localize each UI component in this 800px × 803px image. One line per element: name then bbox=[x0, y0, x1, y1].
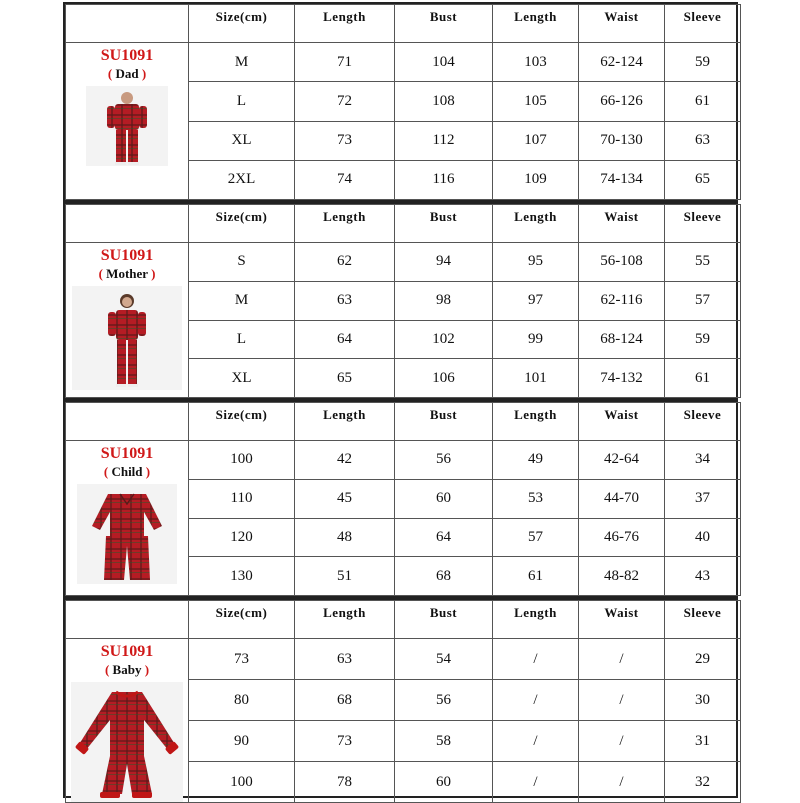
table-cell: 56 bbox=[395, 680, 493, 721]
column-header: Waist bbox=[579, 205, 665, 243]
table-cell: 73 bbox=[295, 721, 395, 762]
close-paren: ) bbox=[144, 662, 150, 677]
family-role-label bbox=[66, 265, 188, 282]
baby-romper-photo bbox=[71, 682, 183, 802]
table-cell: 102 bbox=[395, 320, 493, 359]
table-cell: 71 bbox=[295, 43, 395, 82]
table-cell: 68 bbox=[395, 557, 493, 596]
family-role-label bbox=[66, 65, 188, 82]
size-table bbox=[65, 402, 741, 596]
table-cell: 45 bbox=[295, 479, 395, 518]
table-cell: / bbox=[579, 680, 665, 721]
table-cell: 108 bbox=[395, 82, 493, 121]
column-header: Length bbox=[295, 403, 395, 441]
table-cell: 112 bbox=[395, 121, 493, 160]
table-cell: 78 bbox=[295, 762, 395, 803]
table-cell: 90 bbox=[189, 721, 295, 762]
table-cell: L bbox=[189, 82, 295, 121]
column-header: Bust bbox=[395, 601, 493, 639]
column-header: Size(cm) bbox=[189, 601, 295, 639]
table-cell: 48-82 bbox=[579, 557, 665, 596]
family-role-label bbox=[66, 463, 188, 480]
table-cell: 34 bbox=[665, 441, 741, 480]
product-cell bbox=[66, 243, 189, 398]
table-cell: 56-108 bbox=[579, 243, 665, 282]
table-cell: 64 bbox=[295, 320, 395, 359]
table-cell: 56 bbox=[395, 441, 493, 480]
table-cell: 68-124 bbox=[579, 320, 665, 359]
table-cell: 53 bbox=[493, 479, 579, 518]
size-table-section bbox=[63, 2, 738, 202]
table-cell: 46-76 bbox=[579, 518, 665, 557]
table-cell: 63 bbox=[665, 121, 741, 160]
table-cell: 58 bbox=[395, 721, 493, 762]
table-cell: M bbox=[189, 43, 295, 82]
table-cell: / bbox=[579, 721, 665, 762]
table-cell: / bbox=[579, 762, 665, 803]
table-cell: 42 bbox=[295, 441, 395, 480]
open-paren: ( bbox=[104, 662, 110, 677]
family-role-label bbox=[66, 661, 188, 678]
table-cell: 107 bbox=[493, 121, 579, 160]
table-cell: 98 bbox=[395, 281, 493, 320]
table-cell: 42-64 bbox=[579, 441, 665, 480]
product-cell bbox=[66, 639, 189, 803]
blank-header-cell bbox=[66, 601, 189, 639]
table-cell: 66-126 bbox=[579, 82, 665, 121]
size-table-section bbox=[63, 598, 738, 798]
size-table-section bbox=[63, 400, 738, 598]
table-cell: L bbox=[189, 320, 295, 359]
column-header: Waist bbox=[579, 403, 665, 441]
column-header: Length bbox=[493, 5, 579, 43]
column-header: Length bbox=[493, 601, 579, 639]
table-cell: S bbox=[189, 243, 295, 282]
header-row bbox=[66, 205, 741, 243]
open-paren: ( bbox=[107, 66, 113, 81]
table-cell: / bbox=[493, 639, 579, 680]
column-header: Bust bbox=[395, 5, 493, 43]
table-cell: 64 bbox=[395, 518, 493, 557]
table-cell: 40 bbox=[665, 518, 741, 557]
column-header: Length bbox=[493, 403, 579, 441]
column-header: Sleeve bbox=[665, 205, 741, 243]
table-cell: 72 bbox=[295, 82, 395, 121]
table-cell: 51 bbox=[295, 557, 395, 596]
column-header: Size(cm) bbox=[189, 5, 295, 43]
table-cell: 106 bbox=[395, 359, 493, 398]
size-table bbox=[65, 204, 741, 398]
product-cell bbox=[66, 441, 189, 596]
table-cell: 74-132 bbox=[579, 359, 665, 398]
size-table-section bbox=[63, 202, 738, 400]
column-header: Sleeve bbox=[665, 5, 741, 43]
table-cell: M bbox=[189, 281, 295, 320]
table-cell: / bbox=[579, 639, 665, 680]
column-header: Bust bbox=[395, 205, 493, 243]
table-cell: / bbox=[493, 680, 579, 721]
model-code: SU1091 bbox=[100, 643, 154, 660]
table-cell: 104 bbox=[395, 43, 493, 82]
table-cell: 97 bbox=[493, 281, 579, 320]
table-cell: 73 bbox=[189, 639, 295, 680]
table-row bbox=[66, 243, 741, 282]
open-paren: ( bbox=[98, 266, 103, 281]
table-cell: 55 bbox=[665, 243, 741, 282]
close-paren: ) bbox=[141, 66, 147, 81]
table-cell: 49 bbox=[493, 441, 579, 480]
table-cell: 116 bbox=[395, 160, 493, 199]
table-cell: 61 bbox=[665, 82, 741, 121]
table-cell: / bbox=[493, 762, 579, 803]
close-paren: ) bbox=[151, 266, 156, 281]
table-cell: 101 bbox=[493, 359, 579, 398]
dad-pajama-photo bbox=[86, 86, 168, 166]
model-code: SU1091 bbox=[100, 445, 154, 462]
blank-header-cell bbox=[66, 403, 189, 441]
table-cell: 100 bbox=[189, 441, 295, 480]
table-cell: 70-130 bbox=[579, 121, 665, 160]
table-cell: 68 bbox=[295, 680, 395, 721]
table-cell: 54 bbox=[395, 639, 493, 680]
header-row bbox=[66, 5, 741, 43]
table-cell: 65 bbox=[665, 160, 741, 199]
size-table bbox=[65, 600, 741, 803]
table-cell: 2XL bbox=[189, 160, 295, 199]
role-text: Baby bbox=[112, 662, 145, 677]
blank-header-cell bbox=[66, 5, 189, 43]
table-cell: XL bbox=[189, 121, 295, 160]
table-cell: 57 bbox=[493, 518, 579, 557]
table-cell: 62-124 bbox=[579, 43, 665, 82]
table-cell: / bbox=[493, 721, 579, 762]
column-header: Size(cm) bbox=[189, 205, 295, 243]
table-cell: 65 bbox=[295, 359, 395, 398]
table-cell: 74-134 bbox=[579, 160, 665, 199]
column-header: Size(cm) bbox=[189, 403, 295, 441]
table-cell: 74 bbox=[295, 160, 395, 199]
table-cell: 43 bbox=[665, 557, 741, 596]
model-code: SU1091 bbox=[100, 247, 154, 264]
table-cell: 60 bbox=[395, 762, 493, 803]
role-text: Mother bbox=[106, 266, 148, 281]
table-cell: 94 bbox=[395, 243, 493, 282]
size-table bbox=[65, 4, 741, 200]
role-text: Dad bbox=[115, 66, 139, 81]
table-cell: 120 bbox=[189, 518, 295, 557]
column-header: Bust bbox=[395, 403, 493, 441]
table-cell: 59 bbox=[665, 320, 741, 359]
table-cell: 60 bbox=[395, 479, 493, 518]
table-cell: 105 bbox=[493, 82, 579, 121]
table-cell: 61 bbox=[493, 557, 579, 596]
table-cell: 31 bbox=[665, 721, 741, 762]
header-row bbox=[66, 403, 741, 441]
table-cell: 29 bbox=[665, 639, 741, 680]
table-cell: 62-116 bbox=[579, 281, 665, 320]
table-cell: 110 bbox=[189, 479, 295, 518]
table-cell: 44-70 bbox=[579, 479, 665, 518]
table-row bbox=[66, 441, 741, 480]
table-cell: 95 bbox=[493, 243, 579, 282]
blank-header-cell bbox=[66, 205, 189, 243]
column-header: Length bbox=[295, 601, 395, 639]
table-cell: 103 bbox=[493, 43, 579, 82]
column-header: Waist bbox=[579, 5, 665, 43]
open-paren: ( bbox=[103, 464, 109, 479]
table-cell: 130 bbox=[189, 557, 295, 596]
table-cell: 37 bbox=[665, 479, 741, 518]
table-cell: 100 bbox=[189, 762, 295, 803]
close-paren: ) bbox=[145, 464, 151, 479]
header-row bbox=[66, 601, 741, 639]
table-cell: 30 bbox=[665, 680, 741, 721]
column-header: Length bbox=[493, 205, 579, 243]
table-cell: 63 bbox=[295, 639, 395, 680]
table-cell: 62 bbox=[295, 243, 395, 282]
product-cell bbox=[66, 43, 189, 200]
child-pajama-photo bbox=[77, 484, 177, 584]
table-cell: XL bbox=[189, 359, 295, 398]
column-header: Length bbox=[295, 5, 395, 43]
table-row bbox=[66, 639, 741, 680]
column-header: Length bbox=[295, 205, 395, 243]
table-cell: 109 bbox=[493, 160, 579, 199]
table-cell: 61 bbox=[665, 359, 741, 398]
table-cell: 59 bbox=[665, 43, 741, 82]
mother-pajama-photo bbox=[72, 286, 182, 390]
model-code: SU1091 bbox=[100, 47, 154, 64]
column-header: Sleeve bbox=[665, 403, 741, 441]
table-row bbox=[66, 43, 741, 82]
table-cell: 32 bbox=[665, 762, 741, 803]
column-header: Sleeve bbox=[665, 601, 741, 639]
table-cell: 99 bbox=[493, 320, 579, 359]
role-text: Child bbox=[111, 464, 146, 479]
table-cell: 48 bbox=[295, 518, 395, 557]
table-cell: 57 bbox=[665, 281, 741, 320]
table-cell: 73 bbox=[295, 121, 395, 160]
table-cell: 80 bbox=[189, 680, 295, 721]
table-cell: 63 bbox=[295, 281, 395, 320]
column-header: Waist bbox=[579, 601, 665, 639]
